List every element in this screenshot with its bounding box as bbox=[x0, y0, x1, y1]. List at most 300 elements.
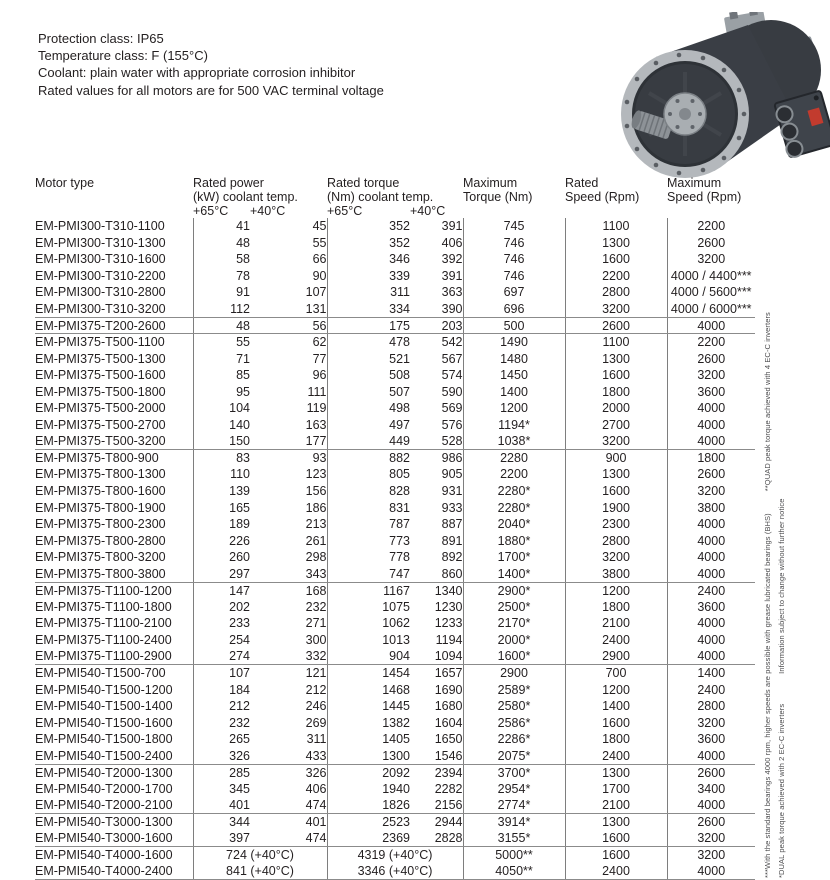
cell-max-speed: 3200 bbox=[667, 714, 755, 731]
cell-rated-speed: 2800 bbox=[565, 532, 667, 549]
cell-torque-40: 406 bbox=[441, 235, 463, 250]
cell-torque-65: 1167 bbox=[327, 582, 410, 599]
cell-max-torque: 1038* bbox=[463, 433, 565, 450]
cell-torque-65: 175 bbox=[327, 317, 410, 334]
cell-power-40: 177 bbox=[250, 433, 327, 450]
cell-power-40: 300 bbox=[305, 632, 327, 647]
cell-torque-65: 449 bbox=[327, 433, 410, 450]
header-rated-torque-sub: (Nm) coolant temp. bbox=[327, 190, 434, 204]
cell-motor-type: EM-PMI540-T3000-1300 bbox=[35, 815, 173, 830]
cell-max-torque: 4050** bbox=[463, 863, 565, 880]
spec-line-rated-values: Rated values for all motors are for 500 VAC terminal voltage bbox=[38, 82, 384, 98]
cell-torque-65: 507 bbox=[327, 383, 410, 400]
cell-torque-65: 352 bbox=[327, 235, 410, 252]
cell-max-speed: 2600 bbox=[667, 814, 755, 831]
cell-power-40: 474 bbox=[250, 797, 327, 814]
table-row bbox=[35, 284, 755, 301]
cell-torque-40: 1657 bbox=[434, 666, 463, 681]
cell-torque-40: 1604 bbox=[434, 715, 463, 730]
table-row bbox=[35, 317, 755, 334]
cell-torque-65: 773 bbox=[327, 532, 410, 549]
cell-torque-40: 986 bbox=[441, 451, 463, 466]
cell-torque-40: 569 bbox=[441, 401, 463, 416]
cell-torque-40: 891 bbox=[441, 533, 463, 548]
cell-max-torque: 500 bbox=[463, 317, 565, 334]
cell-max-torque: 2040* bbox=[463, 516, 565, 533]
cell-torque-65: 787 bbox=[327, 516, 410, 533]
cell-max-speed: 2400 bbox=[667, 681, 755, 698]
cell-motor-type: EM-PMI375-T800-2800 bbox=[35, 533, 166, 548]
cell-power-40: 343 bbox=[250, 565, 327, 582]
table-row bbox=[35, 483, 755, 500]
cell-max-speed: 4000 bbox=[667, 549, 755, 566]
footnote-dual: *DUAL peak torque achieved with 2 EC-C inverters bbox=[777, 703, 786, 878]
cell-max-torque: 1480 bbox=[463, 350, 565, 367]
cell-rated-speed: 1800 bbox=[565, 383, 667, 400]
cell-motor-type: EM-PMI540-T4000-1600 bbox=[35, 848, 173, 863]
cell-power-40: 62 bbox=[312, 335, 327, 350]
cell-motor-type: EM-PMI375-T1100-1800 bbox=[35, 599, 172, 614]
cell-max-speed: 4000 bbox=[667, 317, 755, 334]
cell-power-40: 332 bbox=[250, 648, 327, 665]
cell-power-40: 66 bbox=[312, 252, 327, 267]
cell-motor-type: EM-PMI375-T500-1300 bbox=[35, 351, 166, 366]
cell-max-torque: 3155* bbox=[463, 830, 565, 847]
cell-torque-65: 1405 bbox=[327, 731, 410, 748]
cell-max-torque: 1200 bbox=[463, 400, 565, 417]
cell-torque-65: 805 bbox=[327, 466, 410, 483]
cell-power-40: 77 bbox=[312, 351, 327, 366]
header-rated-speed-line2: Speed (Rpm) bbox=[565, 190, 640, 204]
cell-torque-40: 528 bbox=[410, 433, 463, 450]
cell-torque-65: 346 bbox=[327, 251, 410, 268]
cell-torque-65: 311 bbox=[327, 284, 410, 301]
cell-power-65: 85 bbox=[193, 367, 250, 384]
table-row bbox=[35, 565, 755, 582]
table-row bbox=[35, 235, 755, 252]
cell-torque-65: 828 bbox=[327, 483, 410, 500]
table-row bbox=[35, 268, 755, 285]
cell-max-torque: 2286* bbox=[463, 731, 565, 748]
cell-motor-type: EM-PMI375-T1100-1200 bbox=[35, 583, 172, 598]
cell-max-torque: 1400* bbox=[463, 565, 565, 582]
header-rated-power: Rated power bbox=[193, 176, 264, 190]
cell-max-speed: 2600 bbox=[667, 764, 755, 781]
cell-max-speed: 4000 bbox=[667, 516, 755, 533]
cell-motor-type: EM-PMI540-T2000-1300 bbox=[35, 765, 173, 780]
cell-motor-type: EM-PMI300-T310-2800 bbox=[35, 285, 166, 300]
cell-torque-40: 363 bbox=[441, 285, 463, 300]
table-row bbox=[35, 781, 755, 798]
cell-power-40: 186 bbox=[305, 500, 327, 515]
cell-rated-speed: 1300 bbox=[565, 764, 667, 781]
cell-torque-40: 1650 bbox=[434, 732, 463, 747]
cell-power-65: 297 bbox=[193, 565, 250, 582]
cell-motor-type: EM-PMI540-T1500-700 bbox=[35, 666, 166, 681]
cell-max-speed: 4000 bbox=[667, 615, 755, 632]
cell-max-speed: 4000 bbox=[667, 532, 755, 549]
cell-rated-speed: 1100 bbox=[565, 218, 667, 235]
header-max-speed-line2: Speed (Rpm) bbox=[667, 190, 742, 204]
cell-rated-speed: 1300 bbox=[565, 466, 667, 483]
cell-max-torque: 1400 bbox=[463, 383, 565, 400]
table-row bbox=[35, 599, 755, 616]
cell-torque-65: 2369 bbox=[327, 830, 410, 847]
cell-power-65: 41 bbox=[193, 218, 250, 235]
cell-torque-65: 747 bbox=[327, 565, 410, 582]
cell-torque-40: 542 bbox=[441, 335, 463, 350]
header-torque-65: +65°C bbox=[327, 204, 363, 218]
table-row bbox=[35, 863, 755, 880]
cell-torque-40: 590 bbox=[441, 384, 463, 399]
cell-power-65: 274 bbox=[193, 648, 250, 665]
cell-power-40: 90 bbox=[312, 268, 327, 283]
table-row bbox=[35, 714, 755, 731]
motor-hub bbox=[664, 93, 706, 135]
cell-torque-65: 497 bbox=[327, 417, 410, 434]
cell-max-speed: 3200 bbox=[667, 847, 755, 864]
table-row bbox=[35, 218, 755, 235]
cell-motor-type: EM-PMI375-T500-2000 bbox=[35, 401, 166, 416]
cell-max-torque: 1194* bbox=[463, 417, 565, 434]
cell-power-65: 397 bbox=[193, 830, 250, 847]
cell-motor-type: EM-PMI375-T1100-2900 bbox=[35, 648, 193, 665]
cell-torque-40: 574 bbox=[441, 368, 463, 383]
cell-max-speed: 1800 bbox=[667, 450, 755, 467]
cell-rated-speed: 2400 bbox=[565, 632, 667, 649]
cell-power-40: 406 bbox=[305, 781, 327, 796]
cell-torque-40: 2394 bbox=[434, 765, 463, 780]
cell-rated-speed: 2300 bbox=[565, 516, 667, 533]
cell-rated-speed: 3800 bbox=[565, 565, 667, 582]
cell-max-torque: 1450 bbox=[463, 367, 565, 384]
cell-torque-40: 392 bbox=[441, 252, 463, 267]
cell-power-65: 107 bbox=[193, 665, 250, 682]
spec-line-coolant: Coolant: plain water with appropriate corrosion inhibitor bbox=[38, 65, 356, 81]
table-row bbox=[35, 748, 755, 765]
cell-power-65: 83 bbox=[193, 450, 250, 467]
cell-power-40: 311 bbox=[306, 732, 327, 747]
footnote-quad: **QUAD peak torque achieved with 4 EC-C inverters bbox=[763, 312, 772, 492]
cell-power-65: 58 bbox=[193, 251, 250, 268]
table-row bbox=[35, 731, 755, 748]
cell-rated-speed: 3200 bbox=[565, 301, 667, 318]
cell-torque-65: 508 bbox=[327, 367, 410, 384]
cell-torque-40: 1094 bbox=[410, 648, 463, 665]
cell-torque-65: 1940 bbox=[327, 781, 410, 798]
cell-motor-type: EM-PMI540-T1500-1600 bbox=[35, 715, 173, 730]
table-row bbox=[35, 466, 755, 483]
header-motor-type: Motor type bbox=[35, 176, 95, 190]
cell-motor-type: EM-PMI375-T500-1100 bbox=[35, 335, 165, 350]
cell-torque-40: 1340 bbox=[434, 583, 463, 598]
cell-power-65: 344 bbox=[193, 814, 250, 831]
cell-torque-40: 892 bbox=[441, 550, 463, 565]
table-row bbox=[35, 681, 755, 698]
cell-max-speed: 4000 bbox=[667, 648, 755, 665]
cell-max-torque: 696 bbox=[463, 301, 565, 318]
table-row bbox=[35, 549, 755, 566]
table-row bbox=[35, 764, 755, 781]
cell-torque-65: 904 bbox=[327, 648, 410, 665]
cell-max-torque: 2589* bbox=[463, 681, 565, 698]
cell-max-torque: 3700* bbox=[463, 764, 565, 781]
cell-max-torque: 697 bbox=[463, 284, 565, 301]
cell-rated-torque-merged: 3346 (+40°C) bbox=[327, 863, 463, 880]
cell-max-torque: 2280 bbox=[463, 450, 565, 467]
cell-rated-speed: 1600 bbox=[565, 830, 667, 847]
cell-power-65: 401 bbox=[193, 797, 250, 814]
cell-power-65: 254 bbox=[193, 632, 250, 649]
cell-torque-40: 203 bbox=[410, 317, 463, 334]
cell-max-torque: 2774* bbox=[463, 797, 565, 814]
cell-rated-speed: 2800 bbox=[565, 284, 667, 301]
cell-torque-40: 390 bbox=[410, 301, 463, 318]
cell-torque-65: 778 bbox=[327, 549, 410, 566]
cell-power-65: 233 bbox=[193, 615, 250, 632]
cell-rated-speed: 1600 bbox=[565, 251, 667, 268]
footnote-vertical-outer bbox=[777, 499, 786, 879]
cell-motor-type: EM-PMI540-T2000-1700 bbox=[35, 781, 173, 796]
cell-max-torque: 2075* bbox=[463, 748, 565, 765]
cell-max-speed: 3600 bbox=[667, 599, 755, 616]
cell-power-40: 433 bbox=[250, 748, 327, 765]
cell-motor-type: EM-PMI375-T500-3200 bbox=[35, 433, 193, 450]
cell-max-torque: 1880* bbox=[463, 532, 565, 549]
cell-rated-speed: 2700 bbox=[565, 417, 667, 434]
cell-rated-speed: 1100 bbox=[565, 334, 667, 351]
cell-torque-40: 391 bbox=[441, 219, 463, 234]
cell-torque-40: 391 bbox=[441, 268, 463, 283]
cell-power-40: 123 bbox=[305, 467, 327, 482]
cell-torque-65: 339 bbox=[327, 268, 410, 285]
cell-power-65: 165 bbox=[193, 499, 250, 516]
cell-max-speed: 4000 bbox=[667, 400, 755, 417]
cell-max-speed: 3200 bbox=[667, 830, 755, 847]
cell-power-40: 232 bbox=[305, 599, 327, 614]
cell-torque-65: 831 bbox=[327, 499, 410, 516]
footnote-standard-bearings: ***With the standard bearings 4000 rpm, higher speeds are possible with grease lubricated bearings (BHS) bbox=[763, 513, 772, 878]
cell-power-65: 285 bbox=[193, 764, 250, 781]
cell-max-torque: 745 bbox=[463, 218, 565, 235]
cell-rated-speed: 1700 bbox=[565, 781, 667, 798]
cell-motor-type: EM-PMI300-T310-1100 bbox=[35, 219, 165, 234]
cell-max-torque: 746 bbox=[463, 235, 565, 252]
table-row bbox=[35, 830, 755, 847]
cell-rated-speed: 2000 bbox=[565, 400, 667, 417]
cell-motor-type: EM-PMI540-T4000-2400 bbox=[35, 863, 193, 880]
table-row bbox=[35, 334, 755, 351]
cell-power-40: 111 bbox=[307, 384, 327, 399]
table-row bbox=[35, 698, 755, 715]
cell-max-torque: 2280* bbox=[463, 499, 565, 516]
cell-power-65: 48 bbox=[193, 317, 250, 334]
cell-max-torque: 2170* bbox=[463, 615, 565, 632]
motor-photo bbox=[595, 12, 830, 180]
cell-rated-speed: 2100 bbox=[565, 615, 667, 632]
table-row bbox=[35, 632, 755, 649]
cell-motor-type: EM-PMI540-T1500-1200 bbox=[35, 682, 173, 697]
cell-max-torque: 1600* bbox=[463, 648, 565, 665]
cell-power-40: 298 bbox=[305, 550, 327, 565]
cell-torque-65: 1454 bbox=[327, 665, 410, 682]
cell-max-speed: 3400 bbox=[667, 781, 755, 798]
cell-torque-65: 1445 bbox=[327, 698, 410, 715]
cell-torque-40: 2282 bbox=[434, 781, 463, 796]
table-row bbox=[35, 350, 755, 367]
cell-torque-65: 2092 bbox=[327, 764, 410, 781]
cell-max-speed: 1400 bbox=[667, 665, 755, 682]
cell-power-40: 96 bbox=[312, 368, 327, 383]
cell-power-65: 139 bbox=[193, 483, 250, 500]
cell-torque-40: 887 bbox=[441, 517, 463, 532]
table-row bbox=[35, 814, 755, 831]
cell-torque-65: 1075 bbox=[327, 599, 410, 616]
cell-rated-power-merged: 724 (+40°C) bbox=[193, 847, 327, 864]
cell-rated-speed: 1600 bbox=[565, 847, 667, 864]
cell-rated-speed: 1300 bbox=[565, 235, 667, 252]
header-torque-40: +40°C bbox=[410, 204, 446, 218]
cell-max-torque: 2500* bbox=[463, 599, 565, 616]
cell-power-65: 150 bbox=[193, 433, 250, 450]
table-row bbox=[35, 301, 755, 318]
table-row bbox=[35, 251, 755, 268]
cell-power-40: 213 bbox=[305, 517, 327, 532]
header-max-torque-line2: Torque (Nm) bbox=[463, 190, 533, 204]
cell-power-40: 156 bbox=[305, 484, 327, 499]
cell-motor-type: EM-PMI375-T1100-2400 bbox=[35, 632, 172, 647]
cell-torque-65: 1300 bbox=[327, 748, 410, 765]
cell-power-40: 163 bbox=[305, 417, 327, 432]
table-row bbox=[35, 532, 755, 549]
cell-max-speed: 3200 bbox=[667, 251, 755, 268]
cell-torque-65: 882 bbox=[327, 450, 410, 467]
cell-rated-speed: 1200 bbox=[565, 681, 667, 698]
cell-rated-speed: 2400 bbox=[565, 748, 667, 765]
cell-motor-type: EM-PMI375-T1100-2100 bbox=[35, 616, 172, 631]
cell-rated-speed: 700 bbox=[565, 665, 667, 682]
cell-torque-65: 521 bbox=[327, 350, 410, 367]
cell-motor-type: EM-PMI540-T1500-1400 bbox=[35, 699, 173, 714]
spec-line-temperature: Temperature class: F (155°C) bbox=[38, 48, 208, 64]
cell-power-65: 226 bbox=[193, 532, 250, 549]
cell-power-65: 189 bbox=[193, 516, 250, 533]
cell-max-torque: 2586* bbox=[463, 714, 565, 731]
header-rated-speed-line1: Rated bbox=[565, 176, 599, 190]
cell-rated-speed: 900 bbox=[565, 450, 667, 467]
cell-torque-40: 933 bbox=[441, 500, 463, 515]
cell-max-torque: 2900 bbox=[463, 665, 565, 682]
cell-max-speed: 2600 bbox=[667, 350, 755, 367]
cell-max-speed: 4000 / 5600*** bbox=[667, 284, 755, 301]
cell-torque-65: 1382 bbox=[327, 714, 410, 731]
header-rated-power-sub: (kW) coolant temp. bbox=[193, 190, 298, 204]
cell-torque-65: 334 bbox=[327, 301, 410, 318]
cell-torque-40: 2156 bbox=[410, 797, 463, 814]
cell-max-speed: 2400 bbox=[667, 582, 755, 599]
cell-power-65: 345 bbox=[193, 781, 250, 798]
cell-rated-speed: 1900 bbox=[565, 499, 667, 516]
cell-power-65: 260 bbox=[193, 549, 250, 566]
cell-torque-65: 1468 bbox=[327, 681, 410, 698]
cell-motor-type: EM-PMI300-T310-3200 bbox=[35, 301, 193, 318]
cell-max-torque: 2280* bbox=[463, 483, 565, 500]
cell-max-speed: 3600 bbox=[667, 383, 755, 400]
cell-motor-type: EM-PMI375-T500-1800 bbox=[35, 384, 166, 399]
cell-motor-type: EM-PMI375-T500-2700 bbox=[35, 417, 166, 432]
cell-rated-speed: 1400 bbox=[565, 698, 667, 715]
cell-power-40: 93 bbox=[312, 451, 327, 466]
cell-motor-type: EM-PMI300-T310-1300 bbox=[35, 235, 166, 250]
cell-max-speed: 2200 bbox=[667, 218, 755, 235]
cell-power-40: 401 bbox=[305, 815, 327, 830]
cell-max-torque: 3914* bbox=[463, 814, 565, 831]
cell-power-40: 55 bbox=[312, 235, 327, 250]
cell-power-65: 110 bbox=[193, 466, 250, 483]
table-row bbox=[35, 400, 755, 417]
cell-motor-type: EM-PMI375-T500-1600 bbox=[35, 368, 166, 383]
cell-motor-type: EM-PMI375-T800-1900 bbox=[35, 500, 166, 515]
cell-max-speed: 4000 bbox=[667, 417, 755, 434]
cell-torque-40: 1680 bbox=[434, 699, 463, 714]
cell-torque-65: 1013 bbox=[327, 632, 410, 649]
spec-table-header bbox=[35, 176, 755, 218]
cell-rated-speed: 1600 bbox=[565, 714, 667, 731]
cell-power-65: 147 bbox=[193, 582, 250, 599]
cell-rated-speed: 1300 bbox=[565, 814, 667, 831]
cell-max-speed: 4000 bbox=[667, 748, 755, 765]
cell-max-speed: 3800 bbox=[667, 499, 755, 516]
cell-power-40: 269 bbox=[305, 715, 327, 730]
table-row bbox=[35, 433, 755, 450]
cell-max-speed: 3200 bbox=[667, 367, 755, 384]
cell-power-40: 168 bbox=[305, 583, 327, 598]
table-row bbox=[35, 499, 755, 516]
cell-torque-40: 567 bbox=[441, 351, 463, 366]
cell-motor-type: EM-PMI375-T800-900 bbox=[35, 451, 159, 466]
cell-power-40: 131 bbox=[250, 301, 327, 318]
cell-max-speed: 4000 bbox=[667, 632, 755, 649]
cell-power-40: 56 bbox=[250, 317, 327, 334]
cell-rated-speed: 2400 bbox=[565, 863, 667, 880]
cell-power-40: 271 bbox=[305, 616, 327, 631]
cell-max-torque: 2580* bbox=[463, 698, 565, 715]
cell-rated-speed: 1300 bbox=[565, 350, 667, 367]
header-power-65: +65°C bbox=[193, 204, 229, 218]
cell-torque-40: 1233 bbox=[434, 616, 463, 631]
cell-torque-40: 905 bbox=[441, 467, 463, 482]
cell-rated-speed: 1600 bbox=[565, 367, 667, 384]
spec-line-protection: Protection class: IP65 bbox=[38, 31, 164, 46]
cell-torque-65: 498 bbox=[327, 400, 410, 417]
cell-rated-speed: 1800 bbox=[565, 731, 667, 748]
cell-power-40: 261 bbox=[305, 533, 327, 548]
cell-power-65: 212 bbox=[193, 698, 250, 715]
footnote-vertical-inner bbox=[763, 312, 772, 878]
cell-torque-65: 2523 bbox=[327, 814, 410, 831]
cell-torque-40: 2944 bbox=[434, 815, 463, 830]
table-row bbox=[35, 797, 755, 814]
cell-max-torque: 1490 bbox=[463, 334, 565, 351]
cell-torque-65: 352 bbox=[327, 218, 410, 235]
cell-max-speed: 4000 bbox=[667, 433, 755, 450]
header-max-speed-line1: Maximum bbox=[667, 176, 722, 190]
table-row bbox=[35, 417, 755, 434]
cell-motor-type: EM-PMI375-T800-3800 bbox=[35, 565, 193, 582]
cell-torque-40: 2828 bbox=[410, 830, 463, 847]
cell-rated-speed: 3200 bbox=[565, 549, 667, 566]
cell-torque-40: 931 bbox=[441, 484, 463, 499]
